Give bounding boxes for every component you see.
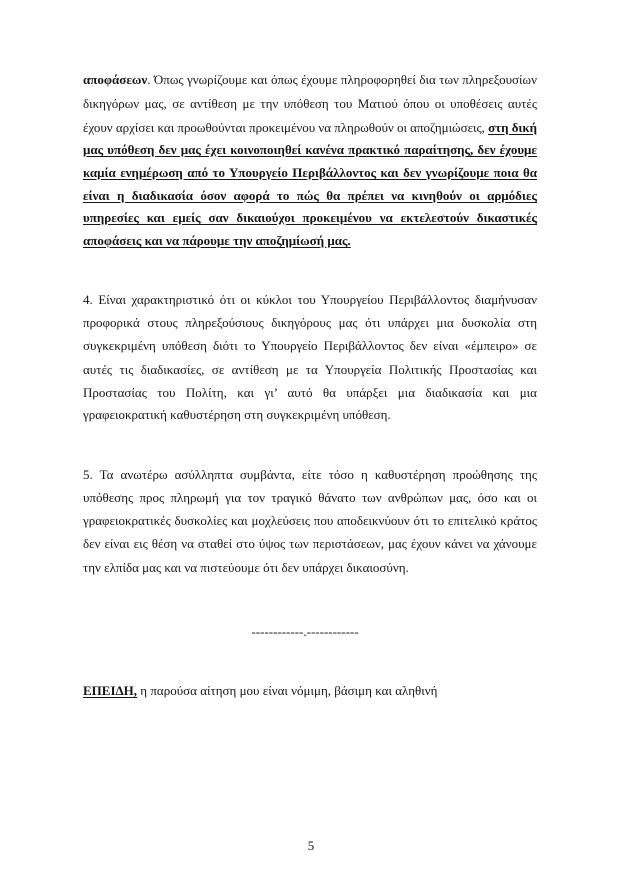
text-line [83,141,537,159]
whereas-label: ΕΠΕΙΔΗ, [83,683,138,698]
text-line: προφορικά στους πληρεξούσιους δικηγόρους μας ότι υπάρχει μια δυσκολία στη [83,315,537,330]
page-number: 5 [307,838,315,853]
text-line [83,119,537,137]
text-line: την ελπίδα μας και να πιστεύουμε ότι δεν υπάρχει δικαιοσύνη. [83,560,409,575]
text-segment: έχουν αρχίσει και προωθούνται προκειμένου να πληρωθούν οι αποζημιώσεις, [83,120,489,135]
text-line [83,95,537,113]
emphasized-text: στη δική [488,120,537,135]
text-line [83,232,351,250]
emphasized-text: αποφάσεις και να πάρουμε την αποζημίωσή μας. [83,233,351,248]
text-segment: . Όπως γνωρίζουμε και όπως έχουμε πληροφορηθεί δια των πληρεξουσίων [147,72,537,87]
text-line: γραφειοκρατικές δυσκολίες και μοχλεύσεις που αποδεικνύουν ότι το επιτελικό κράτος [83,513,537,528]
text-line: αυτές τις διαδικασίες, σε αντίθεση με τα Υπουργεία Πολιτικής Προστασίας και [83,362,537,377]
text-line: 4. Είναι χαρακτηριστικό ότι οι κύκλοι του Υπουργείου Περιβάλλοντος διαμήνυσαν [83,292,537,307]
text-line [83,71,537,89]
emphasized-text: μας υπόθεση δεν μας έχει κοινοποιηθεί κανένα πρακτικό παραίτησης, δεν έχουμε [83,142,537,157]
emphasized-text: καμία ενημέρωση από το Υπουργείο Περιβάλλοντος και δεν γνωρίζουμε ποια θα [83,165,537,180]
text-line: Προστασίας του Πολίτη, και γι’ αυτό θα υπάρξει μια διαδικασία και μια [83,385,537,400]
whereas-text: η παρούσα αίτηση μου είναι νόμιμη, βάσιμη και αληθινή [137,683,438,698]
text-line [83,209,537,227]
text-line: συγκεκριμένη υπόθεση διότι το Υπουργείο Περιβάλλοντος δεν είναι «έμπειρο» σε [83,338,537,353]
text-segment: δικηγόρων μας, σε αντίθεση με την υπόθεση του Ματιού όπου οι υποθέσεις αυτές [83,96,537,111]
emphasized-text: είναι η διαδικασία όσον αφορά το πώς θα πρέπει να κινηθούν οι αρμόδιες [83,188,537,203]
text-line: γραφειοκρατική καθυστέρηση στη συγκεκριμένη υπόθεση. [83,407,391,422]
text-line [83,187,537,205]
emphasized-text: αποφάσεων [83,72,148,87]
text-line: υπόθεσης προς πληρωμή για τον τραγικό θάνατο των ανθρώπων μας, όσο και οι [83,490,537,505]
section-separator: ------------.------------ [251,624,359,639]
emphasized-text: υπηρεσίες και εμείς σαν δικαιούχοι προκειμένου να εκτελεστούν δικαστικές [83,210,537,225]
text-line: 5. Τα ανωτέρω ασύλληπτα συμβάντα, είτε τόσο η καθυστέρηση προώθησης της [83,467,537,482]
text-line: δεν είναι εις θέση να σταθεί στο ύψος των περιστάσεων, μας έχουν κάνει να χάνουμε [83,536,537,551]
whereas-clause [83,682,437,700]
text-line [83,164,537,182]
